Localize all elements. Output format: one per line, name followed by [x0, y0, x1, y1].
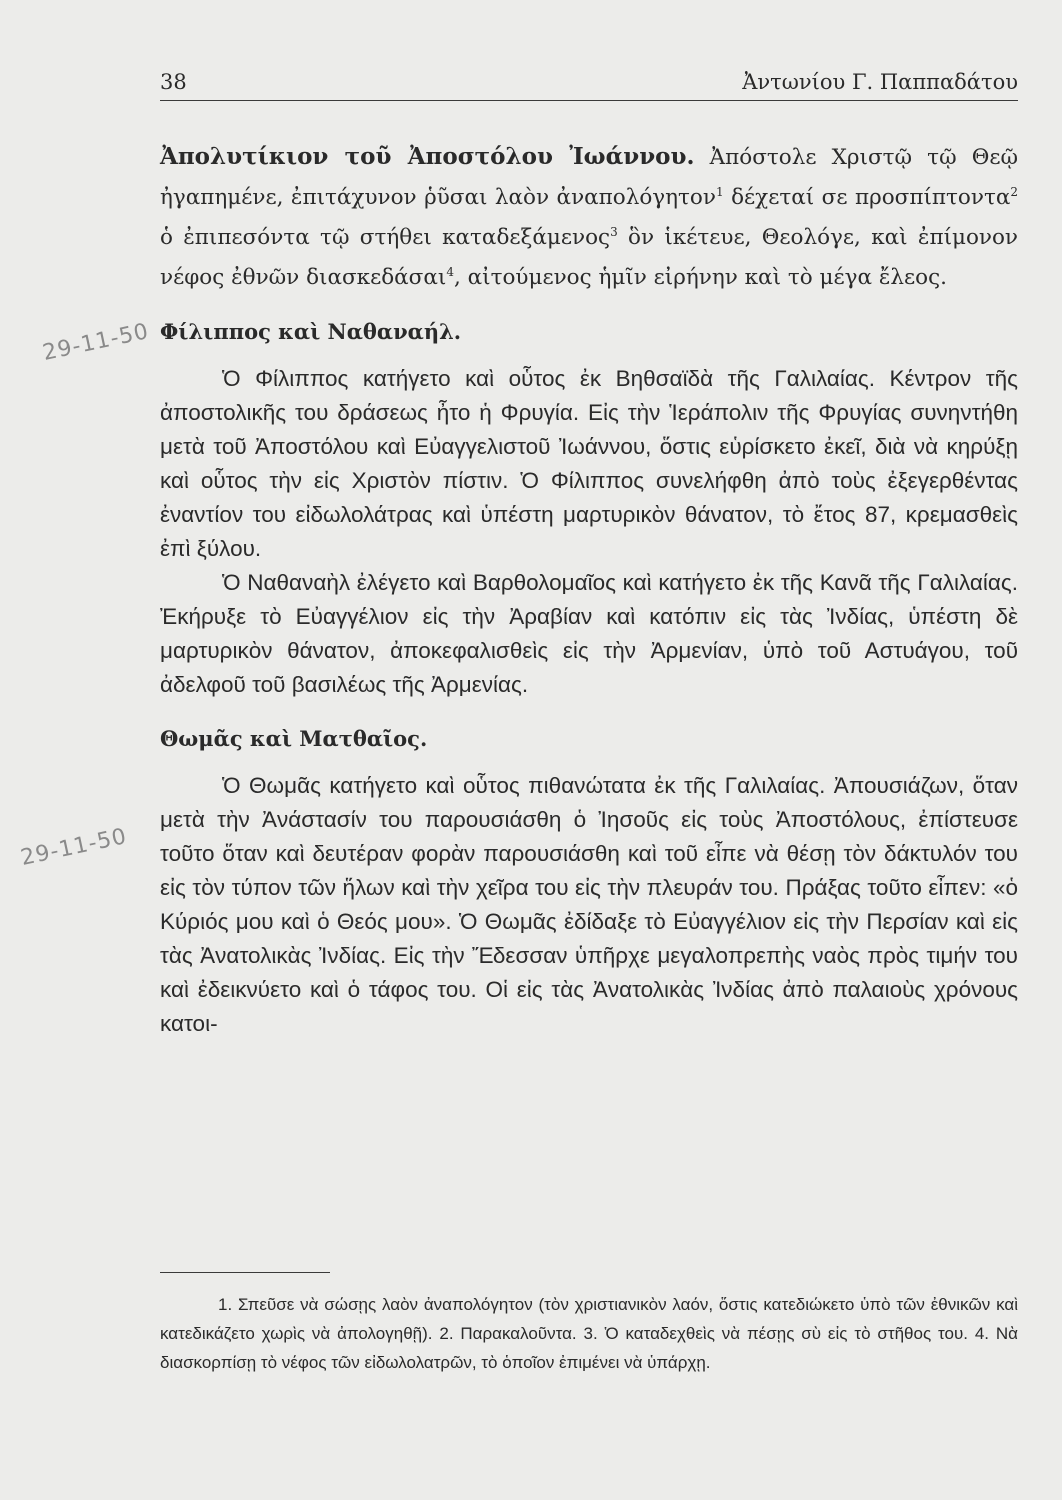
apolytikion-text: ὁ ἐπιπεσόντα τῷ στήθει καταδεξάμενος [160, 225, 611, 251]
main-text [160, 140, 1018, 1041]
running-header [160, 70, 1018, 101]
section-heading: Θωμᾶς καὶ Ματθαῖος. [160, 726, 428, 752]
body-paragraph: Ὁ Ναθαναὴλ ἐλέγετο καὶ Βαρθολομαῖος καὶ κατήγετο ἐκ τῆς Κανᾶ τῆς Γαλιλαίας. Ἐκήρυξε τὸ Εὐαγγέλιον εἰς τὴν Ἀραβίαν καὶ κατόπιν εἰς τὰς Ἰνδίας, ὑπέστη δὲ μαρτυρικὸν θάνατον, ἀποκεφαλισθεὶς εἰς τὴν Ἀρμενίαν, ὑπὸ τοῦ Αστυάγου, τοῦ ἀδελφοῦ τοῦ βασιλέως τῆς Ἀρμενίας. [160, 570, 1018, 698]
section-heading: Φίλιππος καὶ Ναθαναήλ. [160, 319, 462, 345]
footnote-ref: 1 [715, 185, 724, 199]
body-paragraph: Ὁ Φίλιππος κατήγετο καὶ οὗτος ἐκ Βηθσαϊδὰ τῆς Γαλιλαίας. Κέντρον τῆς ἀποστολικῆς του δράσεως ἦτο ἡ Φρυγία. Εἰς τὴν Ἱεράπολιν τῆς Φρυγίας συνηντήθη μετὰ τοῦ Ἀποστόλου καὶ Εὐαγγελιστοῦ Ἰωάννου, ὅστις εὑρίσκετο ἐκεῖ, διὰ νὰ κηρύξῃ καὶ οὗτος τὴν εἰς Χριστὸν πίστιν. Ὁ Φίλιππος συνελήφθη ἀπὸ τοὺς ἐξεγερθέντας ἐναντίον του εἰδωλολάτρας καὶ ὑπέστη μαρτυρικὸν θάνατον, τὸ ἔτος 87, κρεμασθεὶς ἐπὶ ξύλου. [160, 366, 1018, 562]
footnote-ref: 4 [446, 265, 454, 280]
running-head-author: Ἀντωνίου Γ. Παππαδάτου [742, 70, 1018, 94]
handwritten-margin-date: 29-11-50 [40, 319, 152, 366]
apolytikion-text: ὃν ἱκέτευε, Θεολόγε, καὶ ἐπίμονον νέφος ἐθνῶν διασκεδάσαι [160, 225, 1019, 291]
footnote-divider [160, 1272, 330, 1273]
footnote-ref: 3 [610, 225, 618, 240]
page-number: 38 [160, 70, 187, 94]
apolytikion-text: δέχεταί σε προσπίπτοντα [723, 185, 1011, 211]
body-paragraph: Ὁ Θωμᾶς κατήγετο καὶ οὗτος πιθανώτατα ἐκ τῆς Γαλιλαίας. Ἀπουσιάζων, ὅταν μετὰ τὴν Ἀνάστασίν του παρουσιάσθη ὁ Ἰησοῦς εἰς τοὺς Ἀποστόλους, ἐπίστευσε τοῦτο ὅταν καὶ δευτέραν φορὰν παρουσιάσθη καὶ τοῦ εἶπε νὰ θέσῃ τὸν δάκτυλόν του εἰς τὸν τύπον τῶν ἥλων καὶ τὴν χεῖρα του εἰς τὴν πλευράν του. Πράξας τοῦτο εἶπεν: «ὁ Κύριός μου καὶ ὁ Θεός μου». Ὁ Θωμᾶς ἐδίδαξε τὸ Εὐαγγέλιον εἰς τὴν Περσίαν καὶ εἰς τὰς Ἀνατολικὰς Ἰνδίας. Εἰς τὴν Ἔδεσσαν ὑπῆρχε μεγαλοπρεπὴς ναὸς πρὸς τιμήν του καὶ ἐδεικνύετο καὶ ὁ τάφος του. Οἱ εἰς τὰς Ἀνατολικὰς Ἰνδίας ἀπὸ παλαιοὺς χρόνους κατοι- [160, 773, 1018, 1037]
footnotes: 1. Σπεῦσε νὰ σώσῃς λαὸν ἀναπολόγητον (τὸν χριστιανικὸν λαόν, ὅστις κατεδιώκετο ὑπὸ τῶν ἐθνικῶν καὶ κατεδικάζετο χωρὶς νὰ ἀπολογηθῇ). 2. Παρακαλοῦντα. 3. Ὁ καταδεχθεὶς νὰ πέσῃς σὺ εἰς τὸ στῆθος του. 4. Νὰ διασκορπίσῃ τὸ νέφος τῶν εἰδωλολατρῶν, τὸ ὁποῖον ἐπιμένει νὰ ὑπάρχῃ. [160, 1295, 1018, 1372]
apolytikion-text: , αἰτούμενος ἡμῖν εἰρήνην καὶ τὸ μέγα ἔλεος. [453, 265, 947, 291]
handwritten-margin-date: 29-11-50 [18, 824, 130, 871]
apolytikion-title: Ἀπολυτίκιον τοῦ Ἀποστόλου Ἰωάννου. [160, 143, 695, 170]
footnote-ref: 2 [1010, 185, 1019, 199]
apolytikion-text: Ἀπόστολε Χριστῷ τῷ Θεῷ ἠγαπημένε, ἐπιτάχυνον ῥῦσαι λαὸν ἀναπολόγητον [160, 145, 1018, 211]
apolytikion-paragraph [160, 140, 1018, 295]
